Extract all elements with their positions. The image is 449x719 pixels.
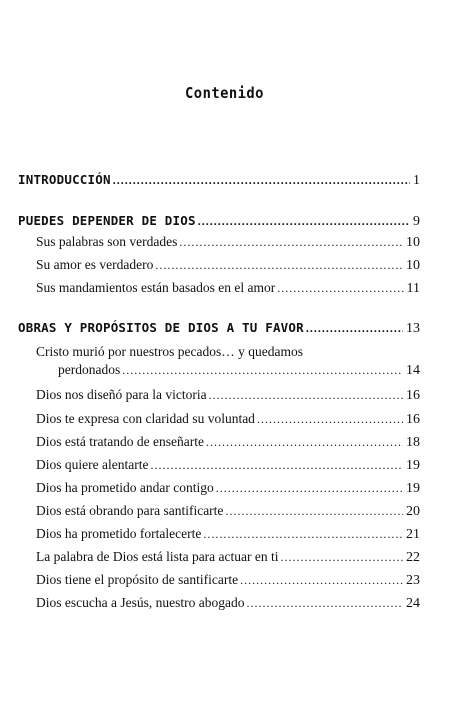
dot-leader: [216, 481, 403, 496]
toc-page-number: 10: [406, 235, 420, 250]
toc-entry-label-line2: perdonados: [58, 362, 121, 377]
dot-leader: [206, 435, 403, 450]
toc-entry-label: Sus palabras son verdades: [36, 234, 178, 249]
toc-entry: [36, 595, 420, 612]
toc-page-number: 18: [406, 435, 420, 450]
dot-leader: [257, 412, 403, 427]
toc-section-obras-y-propositos: [18, 320, 420, 337]
toc-page-number: 22: [406, 550, 420, 565]
dot-leader: [277, 281, 403, 296]
toc-entry: [36, 280, 420, 297]
toc-page-number: 16: [406, 388, 420, 403]
toc-entry-label: Sus mandamientos están basados en el amor: [36, 280, 276, 295]
dot-leader: [203, 527, 403, 542]
toc-entry: [36, 234, 420, 251]
toc-entry: [36, 457, 420, 474]
toc-page-number: 11: [406, 281, 420, 296]
toc-entry-label: Dios nos diseñó para la victoria: [36, 387, 207, 402]
toc-page-number: 13: [406, 321, 420, 336]
toc-entry-label: Dios ha prometido andar contigo: [36, 480, 214, 495]
dot-leader: [155, 258, 403, 273]
toc-page-number: 21: [406, 527, 420, 542]
toc-entry-label: Dios quiere alentarte: [36, 457, 149, 472]
toc-page-number: 1: [413, 173, 420, 188]
toc-page-number: 10: [406, 258, 420, 273]
toc-entry-label: Dios te expresa con claridad su voluntad: [36, 411, 255, 426]
toc-page-number: 14: [406, 363, 420, 378]
dot-leader: [113, 173, 410, 188]
toc-entry-label: Dios escucha a Jesús, nuestro abogado: [36, 595, 245, 610]
toc-entry: [36, 480, 420, 497]
dot-leader: [225, 504, 403, 519]
dot-leader: [150, 458, 403, 473]
toc-entry-label: Dios está tratando de enseñarte: [36, 434, 204, 449]
toc-entry-label: Su amor es verdadero: [36, 257, 154, 272]
toc-entry: [36, 387, 420, 404]
toc-entry: [36, 503, 420, 520]
toc-page-number: 19: [406, 458, 420, 473]
dot-leader: [306, 321, 403, 336]
toc-page-number: 19: [406, 481, 420, 496]
toc-section-puedes-depender: [18, 213, 420, 230]
dot-leader: [179, 235, 403, 250]
toc-entry: [36, 257, 420, 274]
toc-entry: [36, 411, 420, 428]
toc-entry: [58, 362, 420, 379]
toc-entry: [36, 434, 420, 451]
toc-entry-label: Dios está obrando para santificarte: [36, 503, 224, 518]
dot-leader: [240, 573, 403, 588]
dot-leader: [198, 214, 410, 229]
toc-page-number: 24: [406, 596, 420, 611]
toc-entry: [36, 572, 420, 589]
toc-section-label: OBRAS Y PROPÓSITOS DE DIOS A TU FAVOR: [18, 320, 304, 335]
toc-entry: [36, 526, 420, 543]
toc-page-number: 16: [406, 412, 420, 427]
dot-leader: [122, 363, 403, 378]
dot-leader: [246, 596, 403, 611]
toc-section-label: INTRODUCCIÓN: [18, 172, 111, 187]
page-title: Contenido: [185, 84, 264, 102]
toc-entry-label-line1: Cristo murió por nuestros pecados… y quedamos: [36, 344, 303, 359]
toc-entry-label: Dios tiene el propósito de santificarte: [36, 572, 239, 587]
toc-entry-label: Dios ha prometido fortalecerte: [36, 526, 202, 541]
toc-page-number: 23: [406, 573, 420, 588]
toc-section-label: PUEDES DEPENDER DE DIOS: [18, 213, 196, 228]
dot-leader: [209, 388, 403, 403]
dot-leader: [281, 550, 403, 565]
toc-page-number: 9: [413, 214, 420, 229]
toc-page-number: 20: [406, 504, 420, 519]
toc-entry-label: La palabra de Dios está lista para actuar en ti: [36, 549, 279, 564]
toc-section-introduccion: [18, 172, 420, 189]
toc-entry: [36, 549, 420, 566]
